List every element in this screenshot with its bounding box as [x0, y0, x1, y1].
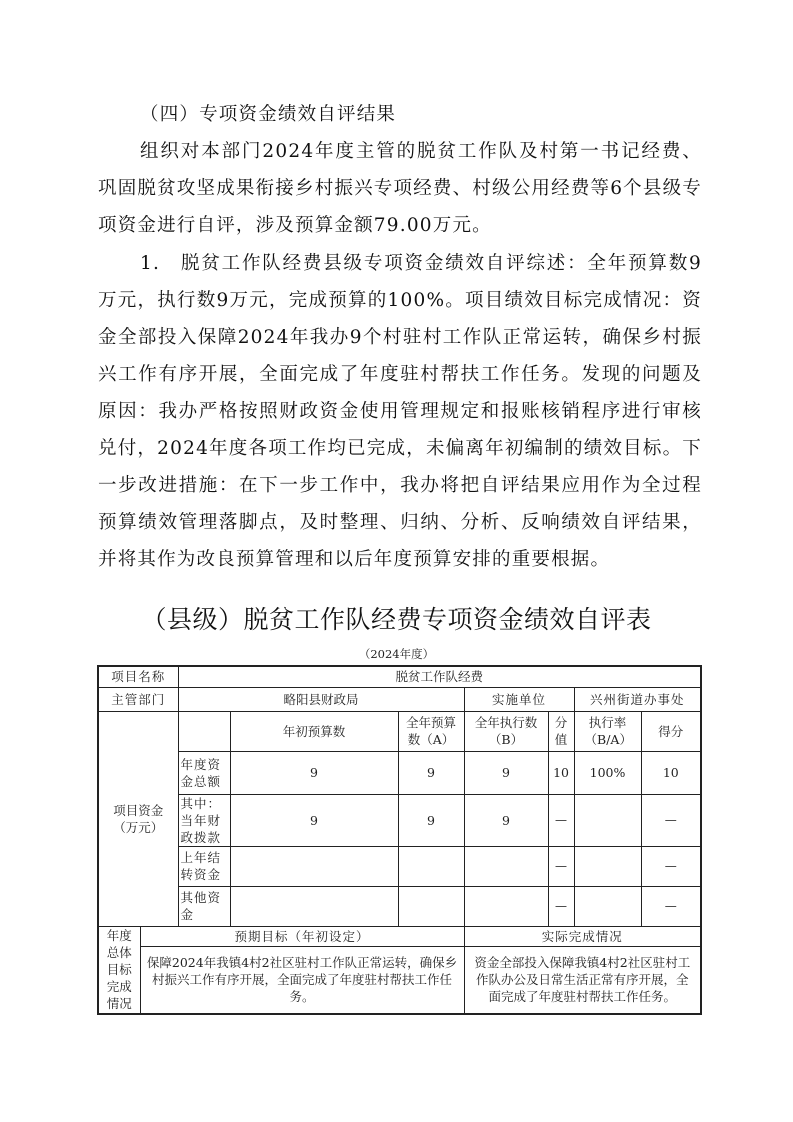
expected-label: 预期目标（年初设定） — [140, 926, 464, 946]
score-cell: 10 — [641, 751, 701, 794]
row-label: 年度资金总额 — [178, 751, 230, 794]
header-annual-exec: 全年执行数（B） — [464, 711, 548, 751]
table-row — [98, 794, 701, 846]
exec-cell — [464, 886, 548, 926]
table-row — [98, 846, 701, 886]
annual-cell — [398, 846, 464, 886]
table-row — [98, 751, 701, 794]
header-annual-budget: 全年预算数（A） — [398, 711, 464, 751]
header-points: 分值 — [548, 711, 574, 751]
evaluation-paragraph: 1. 脱贫工作队经费县级专项资金绩效自评综述：全年预算数9万元，执行数9万元，完成预算的100%。项目绩效目标完成情况：资金全部投入保障2024年我办9个村驻村工作队正常运转，确保乡村振兴工作有序开展，全面完成了年度驻村帮扶工作任务。发现的问题及原因：我办严格按照财政资金使用管理规定和报账核销程序进行审核兑付，2024年度各项工作均已完成，未偏离年初编制的绩效目标。下一步改进措施：在下一步工作中，我办将把自评结果应用作为全过程预算绩效管理落脚点，及时整理、归纳、分析、反响绩效自评结果，并将其作为改良预算管理和以后年度预算安排的重要根据。 — [98, 253, 702, 570]
row-label: 上年结转资金 — [178, 846, 230, 886]
evaluation-table — [97, 665, 702, 1015]
score-cell: — — [641, 886, 701, 926]
initial-cell: 9 — [230, 751, 398, 794]
table-year: （2024年度） — [358, 647, 435, 661]
project-name-value: 脱贫工作队经费 — [178, 666, 701, 687]
header-score: 得分 — [641, 711, 701, 751]
blank-cell — [178, 711, 230, 751]
expected-text: 保障2024年我镇4村2社区驻村工作队正常运转，确保乡村振兴工作有序开展，全面完成了年度驻村帮扶工作任务。 — [140, 946, 464, 1014]
actual-text: 资金全部投入保障我镇4村2社区驻村工作队办公及日常生活正常有序开展，全面完成了年度驻村帮扶工作任务。 — [464, 946, 701, 1014]
exec-cell — [464, 846, 548, 886]
initial-cell — [230, 886, 398, 926]
initial-cell — [230, 846, 398, 886]
impl-label: 实施单位 — [464, 687, 574, 711]
annual-cell — [398, 886, 464, 926]
funds-label: 项目资金（万元） — [98, 711, 178, 926]
actual-label: 实际完成情况 — [464, 926, 701, 946]
impl-value: 兴州街道办事处 — [574, 687, 701, 711]
score-cell: — — [641, 794, 701, 846]
exec-cell: 9 — [464, 794, 548, 846]
summary-paragraph: 组织对本部门2024年度主管的脱贫工作队及村第一书记经费、巩固脱贫攻坚成果衔接乡村振兴专项经费、村级公用经费等6个县级专项资金进行自评，涉及预算金额79.00万元。 — [98, 141, 702, 236]
goal-label: 年度总体目标完成情况 — [98, 926, 140, 1014]
row-label: 其中：当年财政拨款 — [178, 794, 230, 846]
project-name-label: 项目名称 — [98, 666, 178, 687]
header-initial-budget: 年初预算数 — [230, 711, 398, 751]
header-exec-rate: 执行率（B/A） — [574, 711, 641, 751]
goal-header-row — [98, 926, 701, 946]
annual-cell: 9 — [398, 794, 464, 846]
department-row — [98, 687, 701, 711]
table-title: （县级）脱贫工作队经费专项资金绩效自评表 — [141, 605, 652, 634]
project-name-row — [98, 666, 701, 687]
annual-cell: 9 — [398, 751, 464, 794]
exec-cell: 9 — [464, 751, 548, 794]
rate-cell — [574, 886, 641, 926]
row-label: 其他资金 — [178, 886, 230, 926]
section-heading: （四）专项资金绩效自评结果 — [140, 104, 397, 125]
table-row — [98, 886, 701, 926]
rate-cell: 100% — [574, 751, 641, 794]
score-cell: — — [641, 846, 701, 886]
rate-cell — [574, 794, 641, 846]
points-cell: — — [548, 886, 574, 926]
goal-content-row — [98, 946, 701, 1014]
dept-value: 略阳县财政局 — [178, 687, 464, 711]
dept-label: 主管部门 — [98, 687, 178, 711]
points-cell: 10 — [548, 751, 574, 794]
points-cell: — — [548, 794, 574, 846]
points-cell: — — [548, 846, 574, 886]
rate-cell — [574, 846, 641, 886]
funds-header-row — [98, 711, 701, 751]
initial-cell: 9 — [230, 794, 398, 846]
